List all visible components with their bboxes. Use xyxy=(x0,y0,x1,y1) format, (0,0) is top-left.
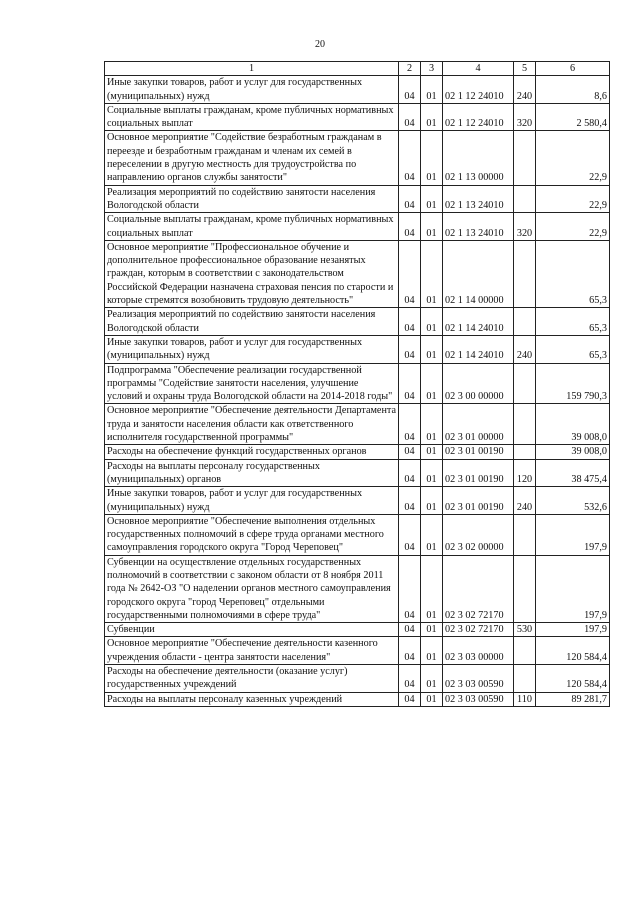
cell-expense-type xyxy=(514,240,536,307)
cell-description: Расходы на обеспечение деятельности (оказание услуг) государственных учреждений xyxy=(105,665,399,693)
cell-section: 04 xyxy=(399,335,421,363)
table-row xyxy=(105,240,610,307)
cell-subsection: 01 xyxy=(421,103,443,131)
cell-description: Социальные выплаты гражданам, кроме публичных нормативных социальных выплат xyxy=(105,103,399,131)
page-number: 20 xyxy=(315,39,325,50)
cell-amount: 38 475,4 xyxy=(536,459,610,487)
table-row xyxy=(105,692,610,706)
cell-section: 04 xyxy=(399,637,421,665)
cell-amount: 159 790,3 xyxy=(536,363,610,404)
cell-expense-type: 320 xyxy=(514,103,536,131)
table-row xyxy=(105,637,610,665)
cell-section: 04 xyxy=(399,308,421,336)
cell-section: 04 xyxy=(399,514,421,555)
cell-target-article: 02 1 14 00000 xyxy=(443,240,514,307)
cell-target-article: 02 1 14 24010 xyxy=(443,335,514,363)
cell-section: 04 xyxy=(399,459,421,487)
cell-amount: 197,9 xyxy=(536,623,610,637)
cell-description: Иные закупки товаров, работ и услуг для государственных (муниципальных) нужд xyxy=(105,76,399,104)
table-row xyxy=(105,514,610,555)
cell-description: Субвенции на осуществление отдельных государственных полномочий в соответствии с законом области от 8 ноября 2011 года № 2642-ОЗ "О наделении органов местного самоуправления городского округа "город Череповец" отдельными государственными полномочиями в сфере труда" xyxy=(105,555,399,622)
cell-description: Подпрограмма "Обеспечение реализации государственной программы "Содействие занятости населения, улучшение условий и охраны труда Вологодской области на 2014-2018 годы" xyxy=(105,363,399,404)
cell-amount: 8,6 xyxy=(536,76,610,104)
cell-section: 04 xyxy=(399,131,421,185)
table-row xyxy=(105,487,610,515)
cell-section: 04 xyxy=(399,404,421,445)
cell-subsection: 01 xyxy=(421,363,443,404)
cell-subsection: 01 xyxy=(421,335,443,363)
cell-subsection: 01 xyxy=(421,459,443,487)
cell-description: Иные закупки товаров, работ и услуг для государственных (муниципальных) нужд xyxy=(105,487,399,515)
cell-expense-type xyxy=(514,185,536,213)
cell-target-article: 02 1 12 24010 xyxy=(443,103,514,131)
cell-expense-type xyxy=(514,363,536,404)
cell-amount: 532,6 xyxy=(536,487,610,515)
cell-amount: 197,9 xyxy=(536,514,610,555)
cell-subsection: 01 xyxy=(421,213,443,241)
table-row xyxy=(105,665,610,693)
cell-section: 04 xyxy=(399,555,421,622)
cell-section: 04 xyxy=(399,103,421,131)
cell-section: 04 xyxy=(399,363,421,404)
cell-target-article: 02 3 03 00590 xyxy=(443,665,514,693)
cell-amount: 65,3 xyxy=(536,240,610,307)
table-row xyxy=(105,445,610,459)
col-header-subsection: 3 xyxy=(421,62,443,76)
cell-expense-type xyxy=(514,514,536,555)
cell-amount: 22,9 xyxy=(536,131,610,185)
cell-description: Субвенции xyxy=(105,623,399,637)
cell-description: Основное мероприятие "Содействие безработным гражданам в переезде и безработным гражданам и членам их семей в переселении в другую местность для трудоустройства по направлению органов службы занятости" xyxy=(105,131,399,185)
cell-expense-type: 530 xyxy=(514,623,536,637)
cell-amount: 89 281,7 xyxy=(536,692,610,706)
cell-description: Расходы на выплаты персоналу государственных (муниципальных) органов xyxy=(105,459,399,487)
cell-description: Основное мероприятие "Обеспечение деятельности казенного учреждения области - центра занятости населения" xyxy=(105,637,399,665)
cell-subsection: 01 xyxy=(421,131,443,185)
cell-target-article: 02 1 13 24010 xyxy=(443,185,514,213)
cell-section: 04 xyxy=(399,623,421,637)
cell-subsection: 01 xyxy=(421,185,443,213)
cell-target-article: 02 3 02 72170 xyxy=(443,623,514,637)
cell-expense-type xyxy=(514,308,536,336)
cell-amount: 197,9 xyxy=(536,555,610,622)
cell-expense-type xyxy=(514,404,536,445)
cell-subsection: 01 xyxy=(421,514,443,555)
cell-amount: 2 580,4 xyxy=(536,103,610,131)
cell-expense-type: 120 xyxy=(514,459,536,487)
cell-target-article: 02 3 02 00000 xyxy=(443,514,514,555)
cell-subsection: 01 xyxy=(421,445,443,459)
cell-expense-type xyxy=(514,131,536,185)
table-row xyxy=(105,103,610,131)
cell-target-article: 02 3 01 00190 xyxy=(443,459,514,487)
cell-amount: 39 008,0 xyxy=(536,404,610,445)
table-row xyxy=(105,76,610,104)
cell-description: Реализация мероприятий по содействию занятости населения Вологодской области xyxy=(105,308,399,336)
cell-target-article: 02 1 12 24010 xyxy=(443,76,514,104)
cell-expense-type: 240 xyxy=(514,335,536,363)
cell-amount: 65,3 xyxy=(536,335,610,363)
cell-expense-type xyxy=(514,445,536,459)
table-row xyxy=(105,459,610,487)
cell-target-article: 02 3 00 00000 xyxy=(443,363,514,404)
cell-expense-type: 110 xyxy=(514,692,536,706)
table-row xyxy=(105,404,610,445)
cell-amount: 65,3 xyxy=(536,308,610,336)
cell-expense-type: 320 xyxy=(514,213,536,241)
cell-description: Расходы на обеспечение функций государственных органов xyxy=(105,445,399,459)
cell-target-article: 02 1 14 24010 xyxy=(443,308,514,336)
cell-amount: 120 584,4 xyxy=(536,665,610,693)
cell-amount: 22,9 xyxy=(536,185,610,213)
table-row xyxy=(105,335,610,363)
col-header-name: 1 xyxy=(105,62,399,76)
cell-section: 04 xyxy=(399,213,421,241)
cell-target-article: 02 3 02 72170 xyxy=(443,555,514,622)
cell-subsection: 01 xyxy=(421,404,443,445)
cell-expense-type: 240 xyxy=(514,76,536,104)
cell-subsection: 01 xyxy=(421,308,443,336)
cell-section: 04 xyxy=(399,665,421,693)
cell-description: Основное мероприятие "Профессиональное обучение и дополнительное профессиональное образование незанятых граждан, которым в соответствии с законодательством Российской Федерации назначена страховая пенсия по старости и которые стремятся возобновить трудовую деятельность" xyxy=(105,240,399,307)
table-row xyxy=(105,363,610,404)
cell-amount: 39 008,0 xyxy=(536,445,610,459)
table-row xyxy=(105,185,610,213)
cell-section: 04 xyxy=(399,445,421,459)
cell-description: Реализация мероприятий по содействию занятости населения Вологодской области xyxy=(105,185,399,213)
cell-amount: 22,9 xyxy=(536,213,610,241)
cell-target-article: 02 3 01 00000 xyxy=(443,404,514,445)
budget-table xyxy=(104,61,610,707)
cell-section: 04 xyxy=(399,76,421,104)
col-header-expense-type: 5 xyxy=(514,62,536,76)
cell-subsection: 01 xyxy=(421,623,443,637)
table-header-row xyxy=(105,62,610,76)
cell-section: 04 xyxy=(399,185,421,213)
table-row xyxy=(105,555,610,622)
cell-subsection: 01 xyxy=(421,240,443,307)
cell-expense-type xyxy=(514,637,536,665)
cell-description: Основное мероприятие "Обеспечение деятельности Департамента труда и занятости населения области как ответственного исполнителя государственной программы" xyxy=(105,404,399,445)
cell-target-article: 02 3 03 00000 xyxy=(443,637,514,665)
cell-target-article: 02 3 01 00190 xyxy=(443,445,514,459)
cell-section: 04 xyxy=(399,240,421,307)
table-row xyxy=(105,308,610,336)
cell-subsection: 01 xyxy=(421,555,443,622)
cell-subsection: 01 xyxy=(421,76,443,104)
table-row xyxy=(105,131,610,185)
table-row xyxy=(105,623,610,637)
col-header-amount: 6 xyxy=(536,62,610,76)
cell-expense-type xyxy=(514,555,536,622)
cell-section: 04 xyxy=(399,487,421,515)
cell-subsection: 01 xyxy=(421,665,443,693)
cell-description: Иные закупки товаров, работ и услуг для государственных (муниципальных) нужд xyxy=(105,335,399,363)
cell-target-article: 02 3 03 00590 xyxy=(443,692,514,706)
cell-target-article: 02 1 13 00000 xyxy=(443,131,514,185)
table-row xyxy=(105,213,610,241)
cell-subsection: 01 xyxy=(421,637,443,665)
cell-amount: 120 584,4 xyxy=(536,637,610,665)
cell-section: 04 xyxy=(399,692,421,706)
col-header-target-article: 4 xyxy=(443,62,514,76)
cell-description: Расходы на выплаты персоналу казенных учреждений xyxy=(105,692,399,706)
cell-expense-type: 240 xyxy=(514,487,536,515)
cell-target-article: 02 3 01 00190 xyxy=(443,487,514,515)
cell-subsection: 01 xyxy=(421,692,443,706)
cell-description: Основное мероприятие "Обеспечение выполнения отдельных государственных полномочий в сфере труда органами местного самоуправления городского округа "Город Череповец" xyxy=(105,514,399,555)
cell-target-article: 02 1 13 24010 xyxy=(443,213,514,241)
cell-subsection: 01 xyxy=(421,487,443,515)
col-header-section: 2 xyxy=(399,62,421,76)
cell-description: Социальные выплаты гражданам, кроме публичных нормативных социальных выплат xyxy=(105,213,399,241)
cell-expense-type xyxy=(514,665,536,693)
